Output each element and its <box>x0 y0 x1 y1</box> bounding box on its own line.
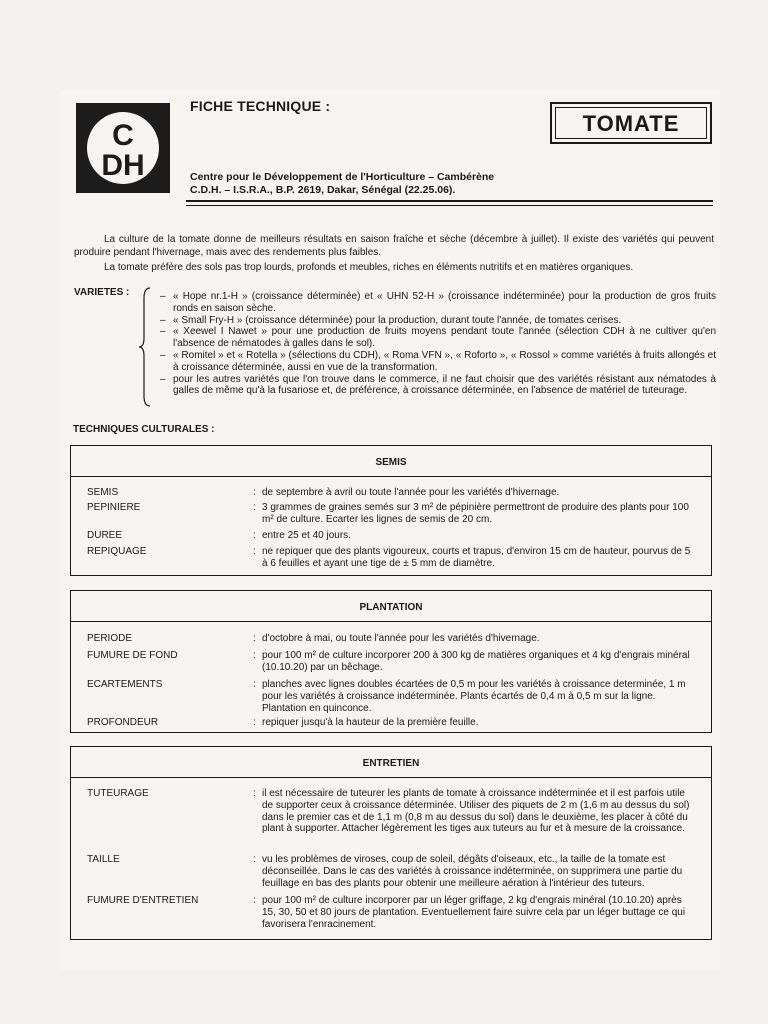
intro-text <box>74 234 714 275</box>
row-label: SEMIS <box>87 487 119 498</box>
intro-paragraph-1: La culture de la tomate donne de meilleurs résultats en saison fraîche et sèche (décembre à juillet). Il existe des variétés qui peuvent produire pendant l'hivernage, mais avec des rendements plus faibles. <box>74 234 714 258</box>
row-label: PEPINIERE <box>87 502 141 513</box>
product-title-box <box>550 102 712 144</box>
header-rule-thick <box>186 200 713 202</box>
row-value: il est nécessaire de tuteurer les plants de tomate à croissance indéterminée et il est parfois utile de supporter ceux à croissance déterminée. Utiliser des piquets de 2 m (1,6 m au dessus du sol) dans le premier cas et de 1,1 m (0,8 m au dessus du sol) dans le deuxième, les placer à côté du plant à supporter. Attacher légèrement les tiges aux tuteurs au fur et à mesure de la croissance. <box>262 788 690 835</box>
semis-section <box>70 445 712 576</box>
variete-item: – « Romitel » et « Rotella » (sélections du CDH), « Roma VFN », « Roforto », « Rossol » comme variétés à fruits allongés et à croissance déterminée, aussi en vue de la transformation. <box>160 350 716 374</box>
varietes-list <box>160 291 716 397</box>
row-colon: : <box>253 895 256 906</box>
row-colon: : <box>253 487 256 498</box>
row-label: TAILLE <box>87 854 120 865</box>
row-label: ECARTEMENTS <box>87 679 163 690</box>
row-label: FUMURE D'ENTRETIEN <box>87 895 199 906</box>
row-label: PERIODE <box>87 633 133 644</box>
row-value: vu les problèmes de viroses, coup de soleil, dégâts d'oiseaux, etc., la taille de la tomate est déconseillée. Dans le cas des variétés à croissance indéterminée, on supprimera une partie du feuillage en bas des plants pour obtenir une meilleure aération à l'intérieur des tuteurs. <box>262 854 683 889</box>
variete-item: – « Xeewel I Nawet » pour une production de fruits moyens pendant toute l'année (sélection CDH à ne cultiver qu'en l'absence de nématodes à galles dans le sol). <box>160 326 716 350</box>
row-value: ne repiquer que des plants vigoureux, courts et trapus, d'environ 15 cm de hauteur, pourvus de 5 à 6 feuilles et ayant une tige de ± 5 mm de diamètre. <box>262 546 691 569</box>
row-colon: : <box>253 546 256 557</box>
row-colon: : <box>253 854 256 865</box>
logo-letter-c: C <box>112 119 134 152</box>
semis-title: SEMIS <box>71 446 711 477</box>
fiche-technique-title: FICHE TECHNIQUE : <box>190 98 331 114</box>
cdh-logo <box>76 103 170 193</box>
row-colon: : <box>253 679 256 690</box>
entretien-section <box>70 746 712 940</box>
row-colon: : <box>253 502 256 513</box>
techniques-culturales-label: TECHNIQUES CULTURALES : <box>73 424 215 435</box>
row-colon: : <box>253 717 256 728</box>
row-value: pour 100 m² de culture incorporer par un léger griffage, 2 kg d'engrais minéral (10.10.20) après 15, 30, 50 et 80 jours de plantation. Eventuellement faire suivre cela par un léger buttage ce qui favorisera l'enracinement. <box>262 895 686 930</box>
row-colon: : <box>253 788 256 799</box>
row-label: TUTEURAGE <box>87 788 149 799</box>
organization-info <box>190 171 494 197</box>
plantation-section <box>70 590 712 733</box>
row-colon: : <box>253 650 256 661</box>
row-label: REPIQUAGE <box>87 546 147 557</box>
variete-item: – pour les autres variétés que l'on trouve dans le commerce, il ne faut choisir que des variétés résistant aux nématodes à galles de même qu'à la fusariose et, de préférence, à croissance déterminée, en l'absence de matériel de tuteurage. <box>160 374 716 398</box>
varietes-label: VARIETES : <box>74 287 130 298</box>
row-value: 3 grammes de graines semés sur 3 m² de pépinière permettront de produire des plants pour 100 m² de culture. Ecarter les lignes de semis de 20 cm. <box>262 502 689 525</box>
variete-item: – « Small Fry-H » (croissance déterminée) pour la production, durant toute l'année, de tomates cerises. <box>160 315 716 327</box>
logo-letters-dh: DH <box>101 149 145 182</box>
row-value: entre 25 et 40 jours. <box>262 530 351 541</box>
row-label: DUREE <box>87 530 123 541</box>
intro-paragraph-2: La tomate préfère des sols pas trop lourds, profonds et meubles, riches en éléments nutritifs et en matières organiques. <box>104 262 634 273</box>
varietes-brace <box>138 286 152 408</box>
row-value: planches avec lignes doubles écartées de 0,5 m pour les variétés à croissance determinée, 1 m pour les variétés à croissance indéterminée. Plants écartés de 0,4 m à 0,5 m sur la ligne. Plantation en quinconce. <box>262 679 686 714</box>
organization-name: Centre pour le Développement de l'Horticulture – Cambérène <box>190 171 495 183</box>
variete-item: – « Hope nr.1-H » (croissance déterminée) et « UHN 52-H » (croissance indéterminée) pour la production de gros fruits ronds en saison sèche. <box>160 291 716 315</box>
row-colon: : <box>253 530 256 541</box>
organization-address: C.D.H. – I.S.R.A., B.P. 2619, Dakar, Sénégal (22.25.06). <box>190 184 456 196</box>
header-rule-thin <box>186 205 713 206</box>
row-value: de septembre à avril ou toute l'année pour les variétés d'hivernage. <box>262 487 560 498</box>
entretien-title: ENTRETIEN <box>71 747 711 778</box>
row-label: FUMURE DE FOND <box>87 650 178 661</box>
row-label: PROFONDEUR <box>87 717 159 728</box>
product-title: TOMATE <box>582 111 680 136</box>
row-value: repiquer jusqu'à la hauteur de la première feuille. <box>262 717 479 728</box>
row-colon: : <box>253 633 256 644</box>
row-value: pour 100 m² de culture incorporer 200 à 300 kg de matières organiques et 4 kg d'engrais minéral (10.10.20) par un bêchage. <box>262 650 690 673</box>
row-value: d'octobre à mai, ou toute l'année pour les variétés d'hivernage. <box>262 633 540 644</box>
plantation-title: PLANTATION <box>71 591 711 622</box>
